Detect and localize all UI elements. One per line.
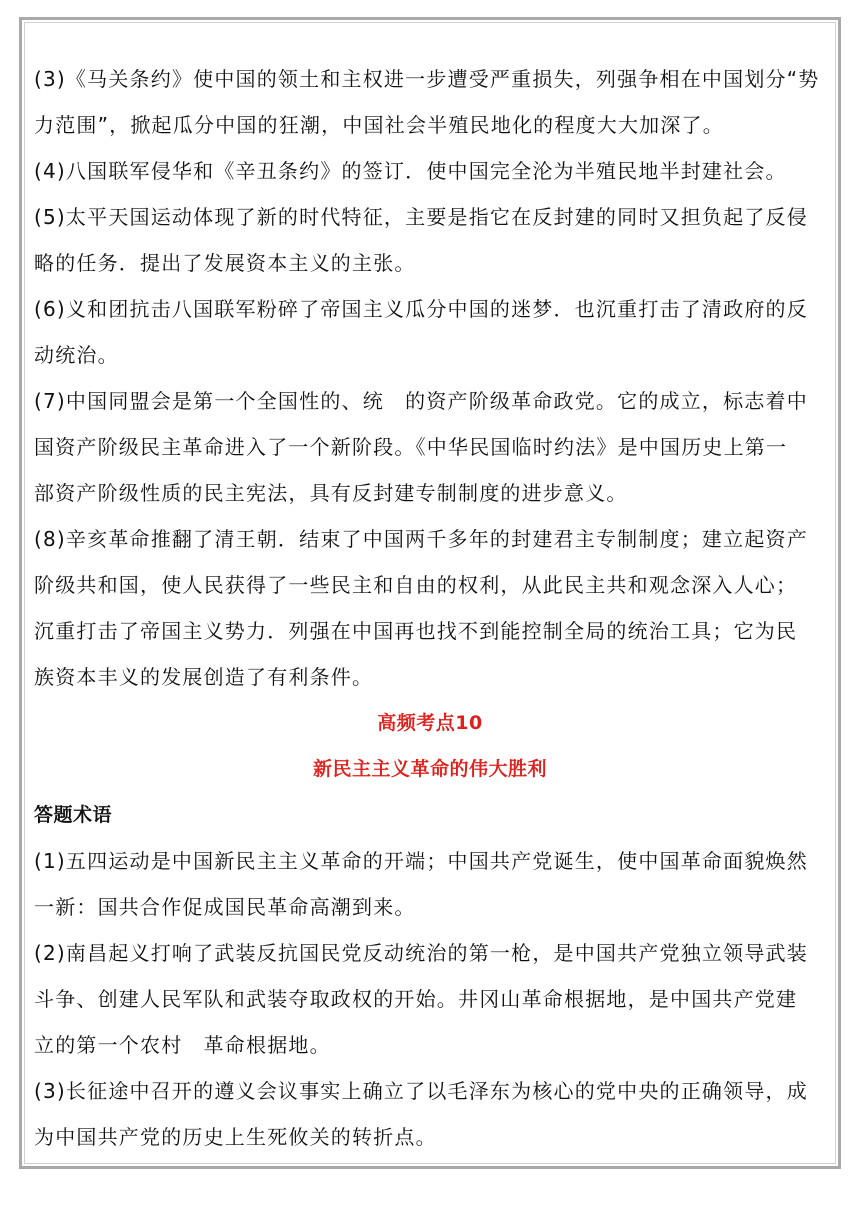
text-line: 部资产阶级性质的民主宪法，具有反封建专制制度的进步意义。 [34, 481, 628, 505]
text-line: (2)南昌起义打响了武装反抗国民党反动统治的第一枪，是中国共产党独立领导武装 [34, 941, 808, 965]
text-line: (7)中国同盟会是第一个全国性的、统 的资产阶级革命政党。它的成立，标志着中 [34, 389, 808, 413]
text-line: (1)五四运动是中国新民主主义革命的开端；中国共产党诞生，使中国革命面貌焕然 [34, 849, 808, 873]
text-line: 力范围”，掀起瓜分中国的狂潮，中国社会半殖民地化的程度大大加深了。 [34, 113, 724, 137]
text-line: (5)太平天国运动体现了新的时代特征，主要是指它在反封建的同时又担负起了反侵 [34, 205, 808, 229]
text-line: 国资产阶级民主革命进入了一个新阶段。《中华民国临时约法》是中国历史上第一 [34, 435, 788, 459]
text-line: 一新：国共合作促成国民革命高潮到来。 [34, 895, 416, 919]
section-heading: 答题术语 [34, 804, 113, 826]
text-line: 族资本丰义的发展创造了有利条件。 [34, 665, 374, 689]
text-line: (3)长征途中召开的遵义会议事实上确立了以毛泽东为核心的党中央的正确领导，成 [34, 1079, 808, 1103]
text-line: 立的第一个农村 革命根据地。 [34, 1033, 331, 1057]
text-line: 斗争、创建人民军队和武装夺取政权的开始。井冈山革命根据地，是中国共产党建 [34, 987, 798, 1011]
text-line: (8)辛亥革命推翻了清王朝．结束了中国两千多年的封建君主专制制度；建立起资产 [34, 527, 808, 551]
text-line: 为中国共产党的历史上生死攸关的转折点。 [34, 1125, 437, 1149]
text-line: (4)八国联军侵华和《辛丑条约》的签订．使中国完全沦为半殖民地半封建社会。 [34, 159, 787, 183]
text-line: 略的任务．提出了发展资本主义的主张。 [34, 251, 416, 275]
text-line: 动统治。 [34, 343, 119, 367]
section-title: 高频考点10 [377, 712, 483, 734]
section-subtitle: 新民主主义革命的伟大胜利 [312, 758, 547, 780]
text-line: 阶级共和国，使人民获得了一些民主和自由的权利，从此民主共和观念深入人心； [34, 573, 798, 597]
text-line: (6)义和团抗击八国联军粉碎了帝国主义瓜分中国的迷梦．也沉重打击了清政府的反 [34, 297, 808, 321]
text-line: (3)《马关条约》使中国的领土和主权进一步遭受严重损失，列强争相在中国划分“势 [34, 67, 820, 91]
document-content [34, 56, 826, 1160]
text-line: 沉重打击了帝国主义势力．列强在中国再也找不到能控制全局的统治工具；它为民 [34, 619, 798, 643]
